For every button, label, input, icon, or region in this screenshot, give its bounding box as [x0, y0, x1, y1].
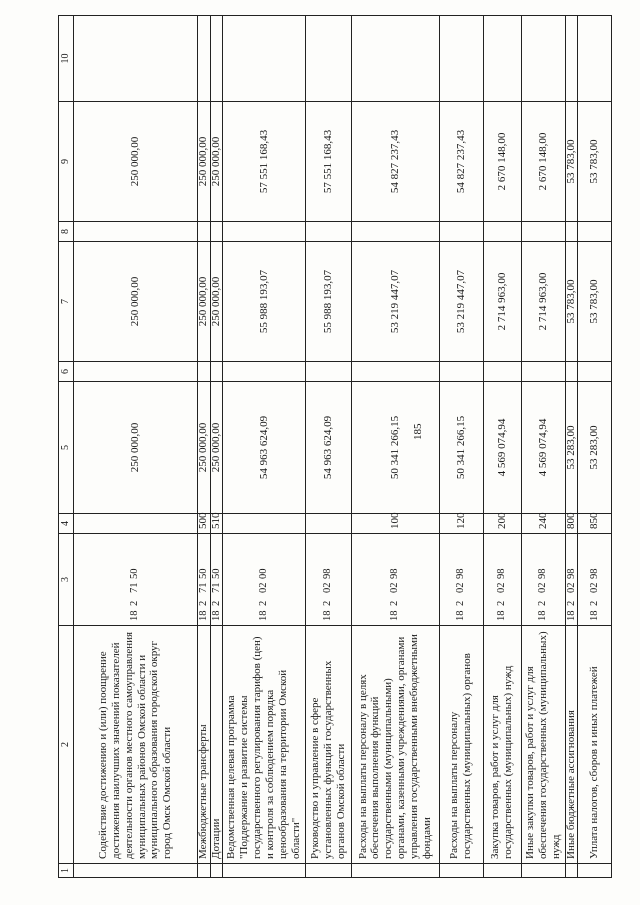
code-part: 02	[588, 582, 600, 593]
code-part: 2	[257, 600, 269, 606]
code-part: 98	[537, 568, 549, 579]
amount-col10	[74, 16, 198, 102]
code-part: 2	[537, 600, 549, 606]
header-cell: 10	[59, 16, 74, 102]
amount-col9: 57 551 168,43	[223, 102, 306, 222]
amount-col9: 2 670 148,00	[483, 102, 521, 222]
code-part: 98	[389, 568, 401, 579]
amount-col8	[210, 222, 223, 242]
col1-cell	[578, 864, 612, 878]
col1-cell	[305, 864, 351, 878]
amount-col7: 250 000,00	[210, 242, 223, 362]
expense-type: 120	[439, 514, 483, 534]
table-row	[305, 16, 351, 878]
budget-code	[74, 534, 198, 626]
table-row	[210, 16, 223, 878]
code-part: 2	[322, 600, 334, 606]
row-name: Уплата налогов, сборов и иных платежей	[578, 626, 612, 864]
amount-col9: 250 000,00	[210, 102, 223, 222]
header-cell: 9	[59, 102, 74, 222]
row-name: Расходы на выплаты персоналу государственных (муниципальных) органов	[439, 626, 483, 864]
amount-col8	[565, 222, 578, 242]
amount-col8	[439, 222, 483, 242]
amount-col10	[483, 16, 521, 102]
table-row	[578, 16, 612, 878]
col1-cell	[223, 864, 306, 878]
header-cell: 2	[59, 626, 74, 864]
col1-cell	[521, 864, 565, 878]
amount-col6	[74, 362, 198, 382]
col1-cell	[210, 864, 223, 878]
rotated-document	[58, 16, 620, 878]
code-part: 98	[455, 568, 467, 579]
amount-col8	[198, 222, 211, 242]
code-part: 2	[588, 600, 600, 606]
amount-col8	[483, 222, 521, 242]
expense-type: 100	[351, 514, 439, 534]
amount-col9: 250 000,00	[198, 102, 211, 222]
col1-cell	[565, 864, 578, 878]
expense-type	[74, 514, 198, 534]
amount-col8	[521, 222, 565, 242]
amount-col8	[223, 222, 306, 242]
amount-col7: 250 000,00	[74, 242, 198, 362]
code-part: 2	[496, 600, 508, 606]
code-part: 18	[389, 610, 401, 621]
header-cell: 8	[59, 222, 74, 242]
budget-code	[578, 534, 612, 626]
expense-type: 500	[198, 514, 211, 534]
amount-col7: 250 000,00	[198, 242, 211, 362]
header-cell: 7	[59, 242, 74, 362]
table-row	[483, 16, 521, 878]
code-part: 18	[566, 610, 578, 621]
code-part: 2	[389, 600, 401, 606]
amount-col5: 50 341 266,15	[351, 382, 439, 514]
expense-type	[305, 514, 351, 534]
amount-col6	[210, 362, 223, 382]
code-part: 50	[198, 568, 210, 579]
page-number: 185	[412, 423, 424, 440]
amount-col6	[351, 362, 439, 382]
code-part: 2	[566, 600, 578, 606]
amount-col5: 250 000,00	[210, 382, 223, 514]
row-name: Руководство и управление в сфере установленных функций государственных органов Омской области	[305, 626, 351, 864]
amount-col7: 53 219 447,07	[351, 242, 439, 362]
budget-code	[210, 534, 223, 626]
budget-code	[351, 534, 439, 626]
amount-col5: 54 963 624,09	[305, 382, 351, 514]
amount-col7: 53 783,00	[578, 242, 612, 362]
code-part: 02	[537, 582, 549, 593]
code-part: 50	[210, 568, 222, 579]
table-row	[521, 16, 565, 878]
amount-col6	[439, 362, 483, 382]
table-row	[198, 16, 211, 878]
table-row	[223, 16, 306, 878]
amount-col6	[483, 362, 521, 382]
amount-col9: 53 783,00	[565, 102, 578, 222]
amount-col7: 53 219 447,07	[439, 242, 483, 362]
header-cell: 6	[59, 362, 74, 382]
header-cell: 5	[59, 382, 74, 514]
col1-cell	[74, 864, 198, 878]
row-name: Межбюджетные трансферты	[198, 626, 211, 864]
amount-col9: 53 783,00	[578, 102, 612, 222]
amount-col9: 57 551 168,43	[305, 102, 351, 222]
table-row	[439, 16, 483, 878]
code-part: 98	[496, 568, 508, 579]
code-part: 50	[129, 568, 141, 579]
budget-code	[483, 534, 521, 626]
table-row	[74, 16, 198, 878]
amount-col10	[565, 16, 578, 102]
expense-type: 850	[578, 514, 612, 534]
expense-type	[223, 514, 306, 534]
header-cell: 4	[59, 514, 74, 534]
expense-type: 800	[565, 514, 578, 534]
code-part: 02	[322, 582, 334, 593]
code-part: 2	[129, 600, 141, 606]
amount-col6	[198, 362, 211, 382]
code-part: 18	[537, 610, 549, 621]
col1-cell	[483, 864, 521, 878]
amount-col6	[521, 362, 565, 382]
code-part: 18	[322, 610, 334, 621]
row-name: Содействие достижению и (или) поощрение достижения наилучших значений показателей деятельности органов местного самоуправления муниципальных районов Омской области и муниципального образования городской округ город Омск Омской области	[74, 626, 198, 864]
amount-col5: 250 000,00	[198, 382, 211, 514]
table-row	[565, 16, 578, 878]
code-part: 02	[389, 582, 401, 593]
code-part: 2	[210, 600, 222, 606]
amount-col9: 54 827 237,43	[351, 102, 439, 222]
row-name: Закупка товаров, работ и услуг для государственных (муниципальных) нужд	[483, 626, 521, 864]
code-part: 02	[257, 582, 269, 593]
budget-code	[223, 534, 306, 626]
amount-col10	[351, 16, 439, 102]
budget-code	[439, 534, 483, 626]
amount-col5: 53 283,00	[578, 382, 612, 514]
budget-code	[305, 534, 351, 626]
table-row	[351, 16, 439, 878]
budget-code	[198, 534, 211, 626]
code-part: 02	[496, 582, 508, 593]
amount-col5: 4 569 074,94	[483, 382, 521, 514]
code-part: 71	[210, 582, 222, 593]
amount-col10	[198, 16, 211, 102]
code-part: 02	[455, 582, 467, 593]
amount-col10	[521, 16, 565, 102]
code-part: 18	[210, 610, 222, 621]
budget-code	[565, 534, 578, 626]
expense-type: 510	[210, 514, 223, 534]
code-part: 18	[588, 610, 600, 621]
amount-col5: 53 283,00	[565, 382, 578, 514]
amount-col6	[578, 362, 612, 382]
amount-col10	[305, 16, 351, 102]
code-part: 18	[257, 610, 269, 621]
amount-col10	[210, 16, 223, 102]
code-part: 2	[455, 600, 467, 606]
code-part: 18	[496, 610, 508, 621]
code-part: 98	[588, 568, 600, 579]
code-part: 18	[129, 610, 141, 621]
row-name: Ведомственная целевая программа "Поддержание и развитие системы государственного регулирования тарифов (цен) и контроля за соблюдением порядка ценообразования на территории Омской области"	[223, 626, 306, 864]
amount-col10	[439, 16, 483, 102]
amount-col7: 2 714 963,00	[521, 242, 565, 362]
code-part: 18	[198, 610, 210, 621]
amount-col7: 55 988 193,07	[305, 242, 351, 362]
code-part: 98	[322, 568, 334, 579]
row-name: Иные закупки товаров, работ и услуг для обеспечения государственных (муниципальных) нужд	[521, 626, 565, 864]
col1-cell	[198, 864, 211, 878]
amount-col9: 54 827 237,43	[439, 102, 483, 222]
row-name: Дотации	[210, 626, 223, 864]
amount-col8	[74, 222, 198, 242]
row-name: Иные бюджетные ассигнования	[565, 626, 578, 864]
code-part: 98	[566, 568, 578, 579]
header-cell: 1	[59, 864, 74, 878]
amount-col7: 2 714 963,00	[483, 242, 521, 362]
amount-col7: 55 988 193,07	[223, 242, 306, 362]
amount-col10	[223, 16, 306, 102]
amount-col6	[305, 362, 351, 382]
row-name: Расходы на выплаты персоналу в целях обеспечения выполнения функций государственными (муниципальными) органами, казенными учреждениями, органами управления государственными внебюджетными фондами	[351, 626, 439, 864]
col1-cell	[439, 864, 483, 878]
header-cell: 3	[59, 534, 74, 626]
amount-col10	[578, 16, 612, 102]
header-row	[59, 16, 74, 878]
code-part: 18	[455, 610, 467, 621]
amount-col5: 54 963 624,09	[223, 382, 306, 514]
code-part: 71	[198, 582, 210, 593]
amount-col5: 4 569 074,94	[521, 382, 565, 514]
code-part: 71	[129, 582, 141, 593]
amount-col5: 50 341 266,15	[439, 382, 483, 514]
code-part: 00	[257, 568, 269, 579]
amount-col8	[578, 222, 612, 242]
amount-col5: 250 000,00	[74, 382, 198, 514]
amount-col6	[565, 362, 578, 382]
expense-type: 240	[521, 514, 565, 534]
col1-cell	[351, 864, 439, 878]
code-part: 2	[198, 600, 210, 606]
budget-code	[521, 534, 565, 626]
amount-col9: 250 000,00	[74, 102, 198, 222]
amount-col8	[351, 222, 439, 242]
amount-col9: 2 670 148,00	[521, 102, 565, 222]
budget-table	[58, 15, 612, 878]
amount-col8	[305, 222, 351, 242]
amount-col7: 53 783,00	[565, 242, 578, 362]
code-part: 02	[566, 582, 578, 593]
expense-type: 200	[483, 514, 521, 534]
amount-col6	[223, 362, 306, 382]
